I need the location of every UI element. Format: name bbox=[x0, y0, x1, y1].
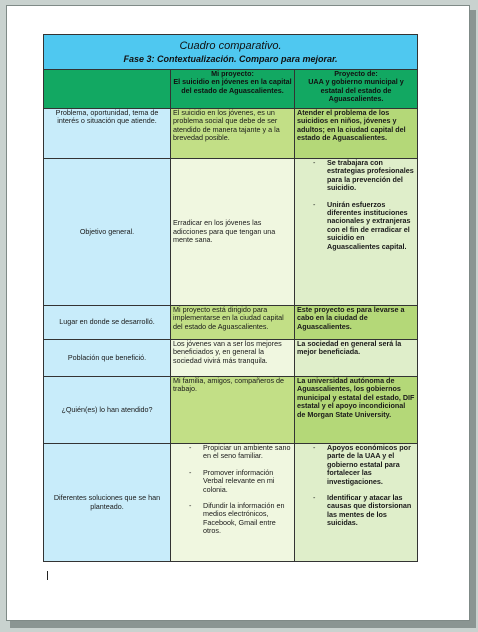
list-item: - Se trabajara con estrategias profesionales para la prevención del suicidio. bbox=[327, 159, 415, 193]
row-label: ¿Quién(es) lo han atendido? bbox=[44, 377, 171, 444]
column-header-my-project: Mi proyecto: El suicidio en jóvenes en la capital del estado de Aguascalientes. bbox=[171, 70, 295, 109]
column-header-uaa-project: Proyecto de: UAA y gobierno municipal y estatal del estado de Aguascalientes. bbox=[295, 70, 418, 109]
comparison-table bbox=[43, 34, 418, 562]
column-header-row bbox=[44, 70, 418, 109]
table-subtitle: Fase 3: Contextualización. Comparo para mejorar. bbox=[123, 53, 338, 64]
row-label: Objetivo general. bbox=[44, 159, 171, 306]
uaa-project-cell: La universidad autónoma de Aguascalientes, los gobiernos municipal y estatal del estado, DIF estatal y el apoyo incondicional de Morgan State University. bbox=[295, 377, 418, 444]
my-solutions-list bbox=[173, 444, 292, 536]
uaa-project-cell: La sociedad en general será la mejor beneficiada. bbox=[295, 340, 418, 377]
list-item: - Unirán esfuerzos diferentes instituciones nacionales y extranjeras con el fin de erradicar el suicidio en Aguascalientes capital. bbox=[327, 201, 415, 251]
my-project-cell: El suicidio en los jóvenes, es un problema social que debe de ser atendido de manera tajante y a la brevedad posible. bbox=[171, 109, 295, 159]
uaa-project-cell: Atender el problema de los suicidios en niños, jóvenes y adultos; en la ciudad capital del estado de Aguascalientes. bbox=[295, 109, 418, 159]
table-row bbox=[44, 109, 418, 159]
row-label: Lugar en donde se desarrolló. bbox=[44, 306, 171, 340]
table-row bbox=[44, 159, 418, 306]
table-row bbox=[44, 340, 418, 377]
row-label: Diferentes soluciones que se han planteado. bbox=[44, 444, 171, 562]
list-item: - Promover información Verbal relevante en mi colonia. bbox=[203, 469, 292, 494]
list-item: - Difundir la información en medios electrónicos, Facebook, Gmail entre otros. bbox=[203, 502, 292, 536]
table-row bbox=[44, 444, 418, 562]
list-item: - Identificar y atacar las causas que distorsionan las mentes de los suicidas. bbox=[327, 494, 415, 528]
my-project-cell: Mi familia, amigos, compañeros de trabajo. bbox=[171, 377, 295, 444]
my-project-cell: Erradicar en los jóvenes las adicciones para que tengan una mente sana. bbox=[171, 159, 295, 306]
table-title-row bbox=[44, 35, 418, 70]
uaa-project-cell bbox=[295, 444, 418, 562]
row-label: Población que benefició. bbox=[44, 340, 171, 377]
row-label: Problema, oportunidad, tema de interés o situación que atiende. bbox=[44, 109, 171, 159]
column-header-empty bbox=[44, 70, 171, 109]
my-project-cell bbox=[171, 444, 295, 562]
list-item: - Apoyos económicos por parte de la UAA y el gobierno estatal para fortalecer las investigaciones. bbox=[327, 444, 415, 486]
table-title: Cuadro comparativo. bbox=[179, 39, 282, 52]
table-row bbox=[44, 377, 418, 444]
my-project-cell: Los jóvenes van a ser los mejores beneficiados y, en general la sociedad vivirá más tranquila. bbox=[171, 340, 295, 377]
uaa-objectives-list bbox=[297, 159, 415, 251]
list-item: - Propiciar un ambiente sano en el seno familiar. bbox=[203, 444, 292, 461]
uaa-project-cell bbox=[295, 159, 418, 306]
uaa-solutions-list bbox=[297, 444, 415, 528]
table-row bbox=[44, 306, 418, 340]
uaa-project-cell: Este proyecto es para levarse a cabo en la ciudad de Aguascalientes. bbox=[295, 306, 418, 340]
text-cursor bbox=[47, 571, 48, 580]
my-project-cell: Mi proyecto está dirigido para implementarse en la ciudad capital del estado de Aguascalientes. bbox=[171, 306, 295, 340]
